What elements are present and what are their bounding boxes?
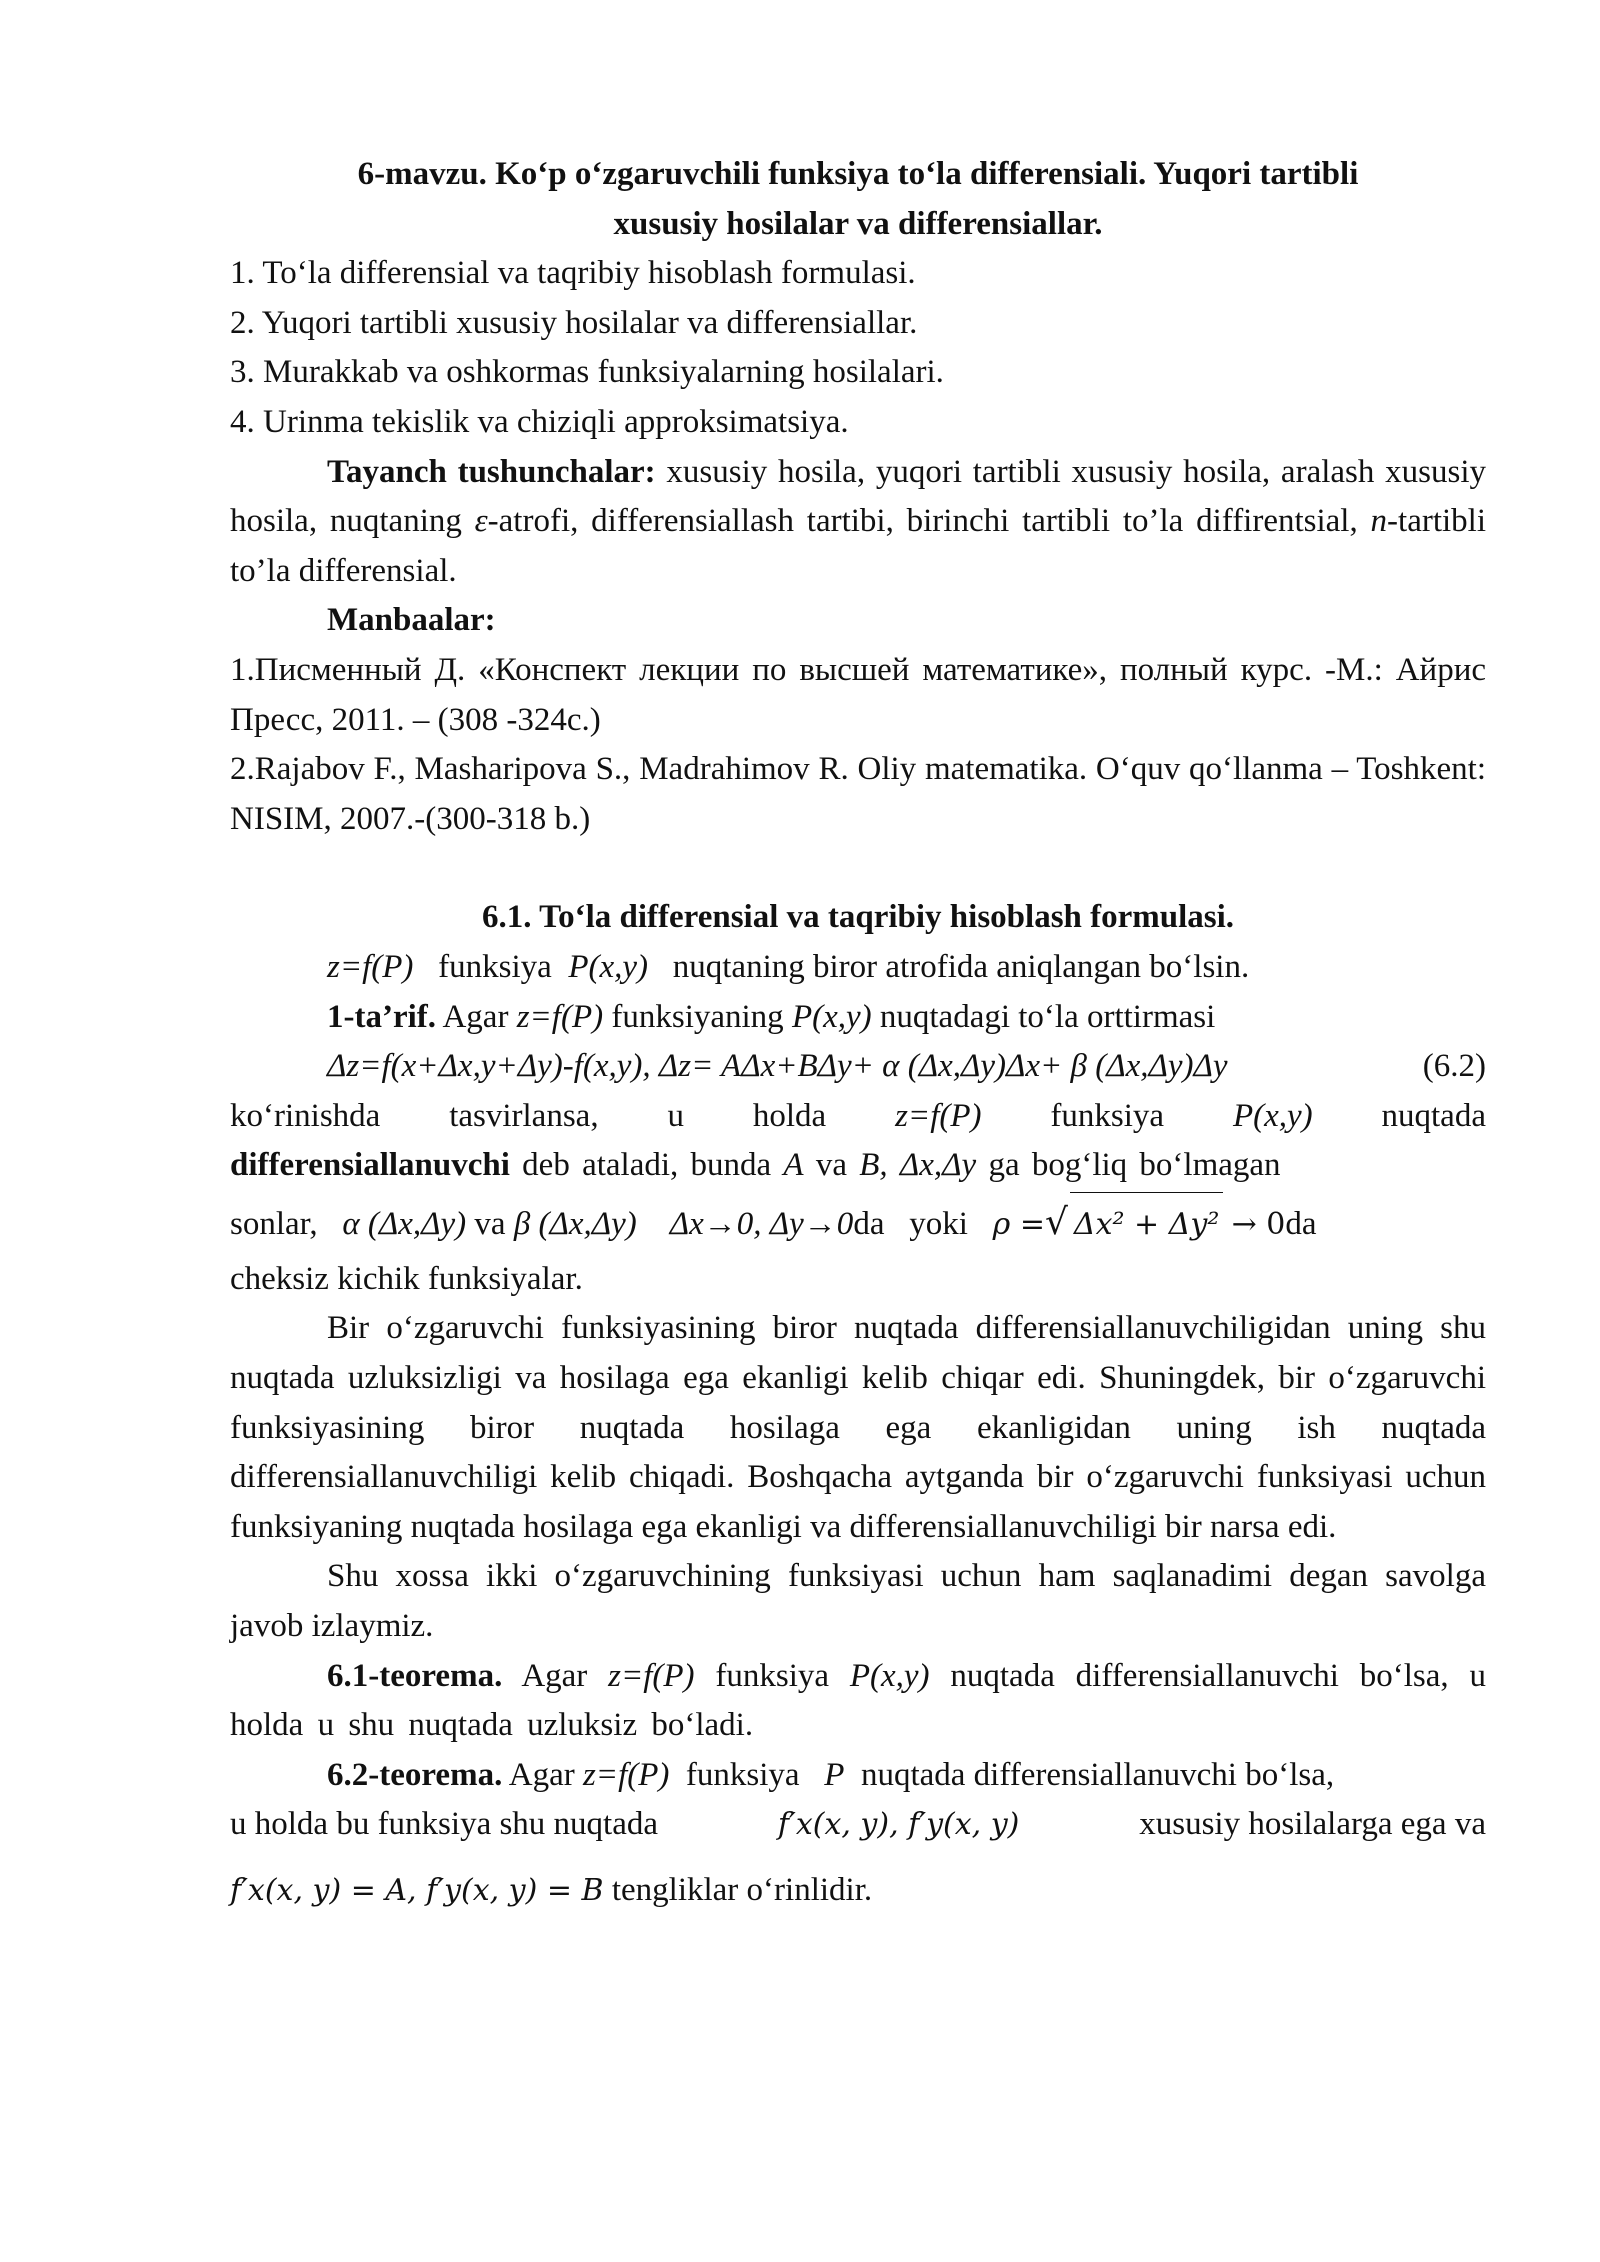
- keywords-label: Tayanch tushunchalar:: [327, 453, 656, 490]
- partial-derivatives: f′x(x, y), f′y(x, y): [777, 1807, 1020, 1843]
- theorem-6-2-line-2: [230, 1800, 1486, 1860]
- definition-label: 1-ta’rif.: [327, 998, 437, 1035]
- text: sonlar,: [230, 1205, 318, 1242]
- theorem-label: 6.2-teorema.: [327, 1756, 503, 1793]
- point-notation: P(x,y): [791, 998, 872, 1035]
- sources-label: Manbaalar:: [327, 602, 496, 639]
- function-notation: z=f(P): [895, 1097, 982, 1134]
- theorem-label: 6.1-teorema.: [327, 1657, 503, 1694]
- function-notation: z=f(P): [327, 948, 414, 985]
- keywords-text: -atrofi, differensiallash tartibi, birinchi tartibli to’la diffirentsial,: [487, 503, 1371, 540]
- bold-term: differensiallanuvchi: [230, 1147, 510, 1184]
- sqrt-icon: √: [1044, 1201, 1068, 1243]
- n-symbol: n: [1370, 503, 1388, 540]
- plan-item: 4. Urinma tekislik va chiziqli approksimatsiya.: [230, 403, 849, 440]
- point-notation: P(x,y): [568, 948, 649, 985]
- point-notation: P(x,y): [849, 1657, 930, 1694]
- source-item: 1.Писменный Д. «Конспект лекции по высшей математике», полный курс. -М.: Айрис Пресс, 2011. – (308 -324с.): [230, 651, 1486, 738]
- beta-function: β (Δx,Δy): [513, 1205, 637, 1242]
- text: deb ataladi, bunda: [509, 1147, 784, 1184]
- theorem-6-2-line-3: [230, 1860, 1486, 1921]
- topic-title-line-1: 6-mavzu. Ko‘p o‘zgaruvchili funksiya to‘la differensiali. Yuqori tartibli: [357, 156, 1359, 192]
- text: nuqtada differensiallanuvchi bo‘lsa,: [852, 1756, 1335, 1793]
- symbol-b: B, Δx,Δy: [859, 1147, 977, 1184]
- justified-line: [230, 1092, 1486, 1142]
- symbol-a: A: [783, 1147, 804, 1184]
- definition-paragraph: [230, 993, 1486, 1043]
- word: funksiya: [1050, 1097, 1165, 1134]
- text: nuqtada differensiallanuvchi bo‘lsa, u holda u shu nuqtada uzluksiz bo‘ladi.: [230, 1657, 1487, 1744]
- plan-item: 1. To‘la differensial va taqribiy hisoblash formulasi.: [230, 255, 916, 292]
- text: va: [474, 1205, 506, 1242]
- sqrt-content: Δx² + Δy²: [1070, 1192, 1223, 1257]
- definition-text: funksiyaning: [603, 998, 792, 1035]
- keywords-text: -tartibli to’la differensial.: [230, 503, 1486, 589]
- paragraph-4: Shu xossa ikki o‘zgaruvchining funksiyasi uchun ham saqlanadimi degan savolga javob izlaymiz.: [230, 1558, 1486, 1645]
- limit-arrow: → 0: [1231, 1206, 1286, 1242]
- text: da: [853, 1205, 885, 1242]
- paragraph-3: Bir o‘zgaruvchi funksiyasining biror nuqtada differensiallanuvchiligidan uning shu nuqtada uzluksizligi va hosilaga ega ekanligi kelib chiqar edi. Shuningdek, bir o‘zgaruvchi funksiyasining biror nuqtada hosilaga ega ekanligidan uning ish nuqtada differensiallanuvchiligi kelib chiqadi. Boshqacha aytganda bir o‘zgaruvchi funksiyasi uchun funksiyaning nuqtada hosilaga ega ekanligi va differensiallanuvchiligi bir narsa edi.: [230, 1310, 1486, 1545]
- keywords-text: xususiy hosila, yuqori tartibli xususiy hosila, aralash xususiy hosila, nuqtaning: [230, 453, 1486, 540]
- function-notation: z=f(P): [516, 998, 604, 1035]
- word: holda: [752, 1097, 827, 1134]
- text: xususiy hosilalarga ega va: [1139, 1806, 1486, 1843]
- text: cheksiz kichik funksiyalar.: [230, 1260, 583, 1297]
- intro-paragraph: [230, 943, 1486, 993]
- text: Agar: [502, 1756, 583, 1793]
- theorem-6-1: [230, 1652, 1486, 1751]
- text: va: [803, 1147, 860, 1184]
- section-title: 6.1. To‘la differensial va taqribiy hisoblash formulasi.: [481, 899, 1235, 936]
- intro-text: funksiya: [438, 948, 552, 985]
- text: funksiya: [694, 1657, 850, 1694]
- source-item: 2.Rajabov F., Masharipova S., Madrahimov R. Oliy matematika. O‘quv qo‘llanma – Toshkent: NISIM, 2007.-(300-318 b.): [230, 751, 1486, 837]
- point-notation: P(x,y): [1232, 1097, 1313, 1134]
- equation-6-2: [230, 1042, 1486, 1092]
- derivative-equalities: f′x(x, y) = A, f′y(x, y) = B: [230, 1873, 604, 1909]
- function-notation: z=f(P): [582, 1756, 670, 1793]
- epsilon-symbol: ε: [474, 503, 488, 540]
- text: ga bog‘liq bo‘lmagan: [976, 1147, 1281, 1184]
- definition-continued: [230, 1141, 1486, 1191]
- keywords-paragraph: [230, 448, 1486, 597]
- word: u: [667, 1097, 684, 1134]
- text: u holda bu funksiya shu nuqtada: [230, 1806, 659, 1843]
- limit-condition: Δx→0, Δy→0: [669, 1205, 854, 1242]
- point-notation: P: [824, 1756, 845, 1793]
- equation-number: (6.2): [1422, 1048, 1486, 1085]
- function-notation: z=f(P): [608, 1657, 695, 1694]
- word: ko‘rinishda: [230, 1097, 381, 1134]
- definition-text: nuqtadagi to‘la orttirmasi: [871, 998, 1216, 1035]
- text: yoki: [909, 1205, 968, 1242]
- text: funksiya: [677, 1756, 808, 1793]
- rho-symbol: ρ =: [992, 1206, 1045, 1242]
- equation-formula: Δz=f(x+Δx,y+Δy)-f(x,y), Δz= AΔx+BΔy+ α (Δx,Δy)Δx+ β (Δx,Δy)Δy: [327, 1048, 1228, 1085]
- theorem-6-2: [230, 1751, 1486, 1801]
- document-page: [230, 150, 1486, 1921]
- text: tengliklar o‘rinlidir.: [603, 1872, 873, 1909]
- word: tasvirlansa,: [449, 1097, 599, 1134]
- text: da: [1285, 1205, 1317, 1242]
- limit-line: [230, 1191, 1486, 1255]
- alpha-function: α (Δx,Δy): [342, 1205, 467, 1242]
- definition-text: Agar: [436, 998, 517, 1035]
- topic-title-line-2: xususiy hosilalar va differensiallar.: [613, 205, 1103, 242]
- word: nuqtada: [1381, 1097, 1486, 1134]
- text: Agar: [502, 1657, 609, 1694]
- plan-item: 3. Murakkab va oshkormas funksiyalarning hosilalari.: [230, 354, 944, 391]
- intro-text: nuqtaning biror atrofida aniqlangan bo‘lsin.: [672, 948, 1250, 985]
- plan-item: 2. Yuqori tartibli xususiy hosilalar va differensiallar.: [230, 304, 918, 341]
